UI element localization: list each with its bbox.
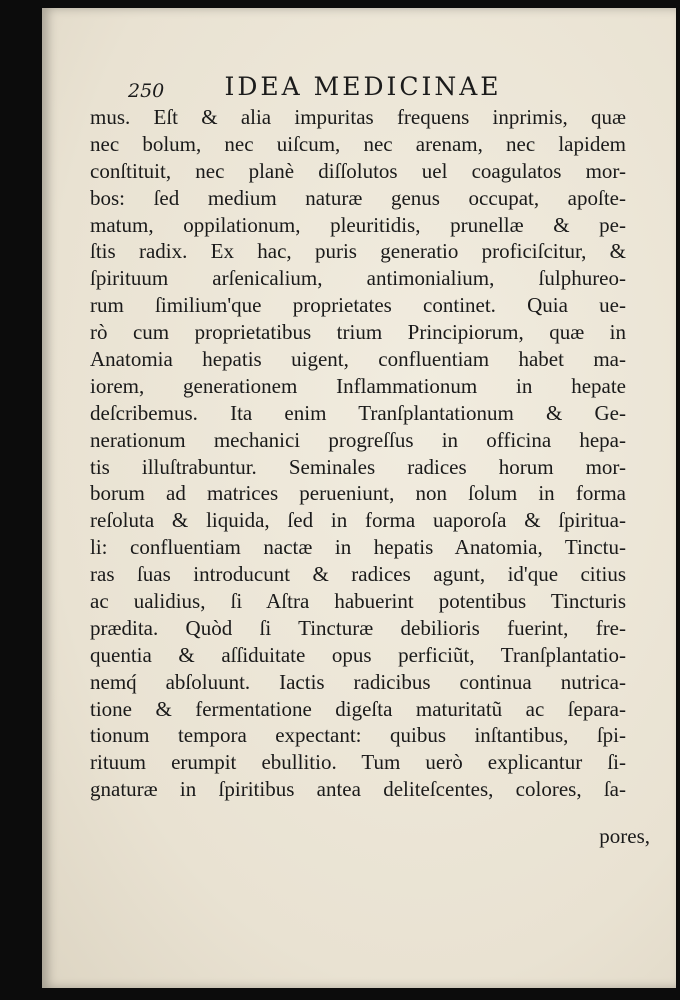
- page-header: [128, 68, 598, 108]
- text-line: borum ad matrices perueniunt, non ſolum in forma: [90, 481, 626, 506]
- text-line: tione & fermentatione digeſta maturitatũ ac ſepara-: [90, 696, 626, 721]
- body-text: [90, 104, 626, 803]
- text-line: nemq́ abſoluunt. Iactis radicibus continua nutrica-: [90, 669, 626, 694]
- page-number: 250: [128, 80, 165, 102]
- text-line: nerationum mechanici progreſſus in officina hepa-: [90, 427, 626, 452]
- text-line: ſpirituum arſenicalium, antimonialium, ſulphureo-: [90, 266, 626, 291]
- text-line: bos: ſed medium naturæ genus occupat, apoſte-: [90, 185, 626, 210]
- text-line: li: confluentiam nactæ in hepatis Anatomia, Tinctu-: [90, 535, 626, 560]
- running-title: IDEA MEDICINAE: [224, 72, 502, 101]
- text-line: rò cum proprietatibus trium Principiorum, quæ in: [90, 320, 626, 345]
- catchword: pores,: [599, 824, 650, 848]
- text-line: rum ſimilium'que proprietates continet. Quia ue-: [90, 293, 626, 318]
- text-line: gnaturæ in ſpiritibus antea deliteſcentes, colores, ſa-: [90, 777, 626, 802]
- text-line: ſtis radix. Ex hac, puris generatio proficiſcitur, &: [90, 239, 626, 264]
- text-line: deſcribemus. Ita enim Tranſplantationum & Ge-: [90, 400, 626, 425]
- text-line: tionum tempora expectant: quibus inſtantibus, ſpi-: [90, 723, 626, 748]
- text-line: reſoluta & liquida, ſed in forma uaporoſa & ſpiritua-: [90, 508, 626, 533]
- text-line: quentia & aſſiduitate opus perficiũt, Tranſplantatio-: [90, 642, 626, 667]
- text-line: prædita. Quòd ſi Tincturæ debilioris fuerint, fre-: [90, 615, 626, 640]
- text-line: rituum erumpit ebullitio. Tum uerò explicantur ſi-: [90, 750, 626, 775]
- text-line: ras ſuas introducunt & radices agunt, id'que citius: [90, 562, 626, 587]
- text-line: Anatomia hepatis uigent, confluentiam habet ma-: [90, 347, 626, 372]
- text-line: nec bolum, nec uiſcum, nec arenam, nec lapidem: [90, 131, 626, 156]
- text-line: ac ualidius, ſi Aſtra habuerint potentibus Tincturis: [90, 589, 626, 614]
- text-line: matum, oppilationum, pleuritidis, prunellæ & pe-: [90, 212, 626, 237]
- text-line: mus. Eſt & alia impuritas frequens inprimis, quæ: [90, 105, 626, 129]
- text-line: iorem, generationem Inflammationum in hepate: [90, 373, 626, 398]
- text-line: tis illuſtrabuntur. Seminales radices horum mor-: [90, 454, 626, 479]
- text-line: conſtituit, nec planè diſſolutos uel coagulatos mor-: [90, 158, 626, 183]
